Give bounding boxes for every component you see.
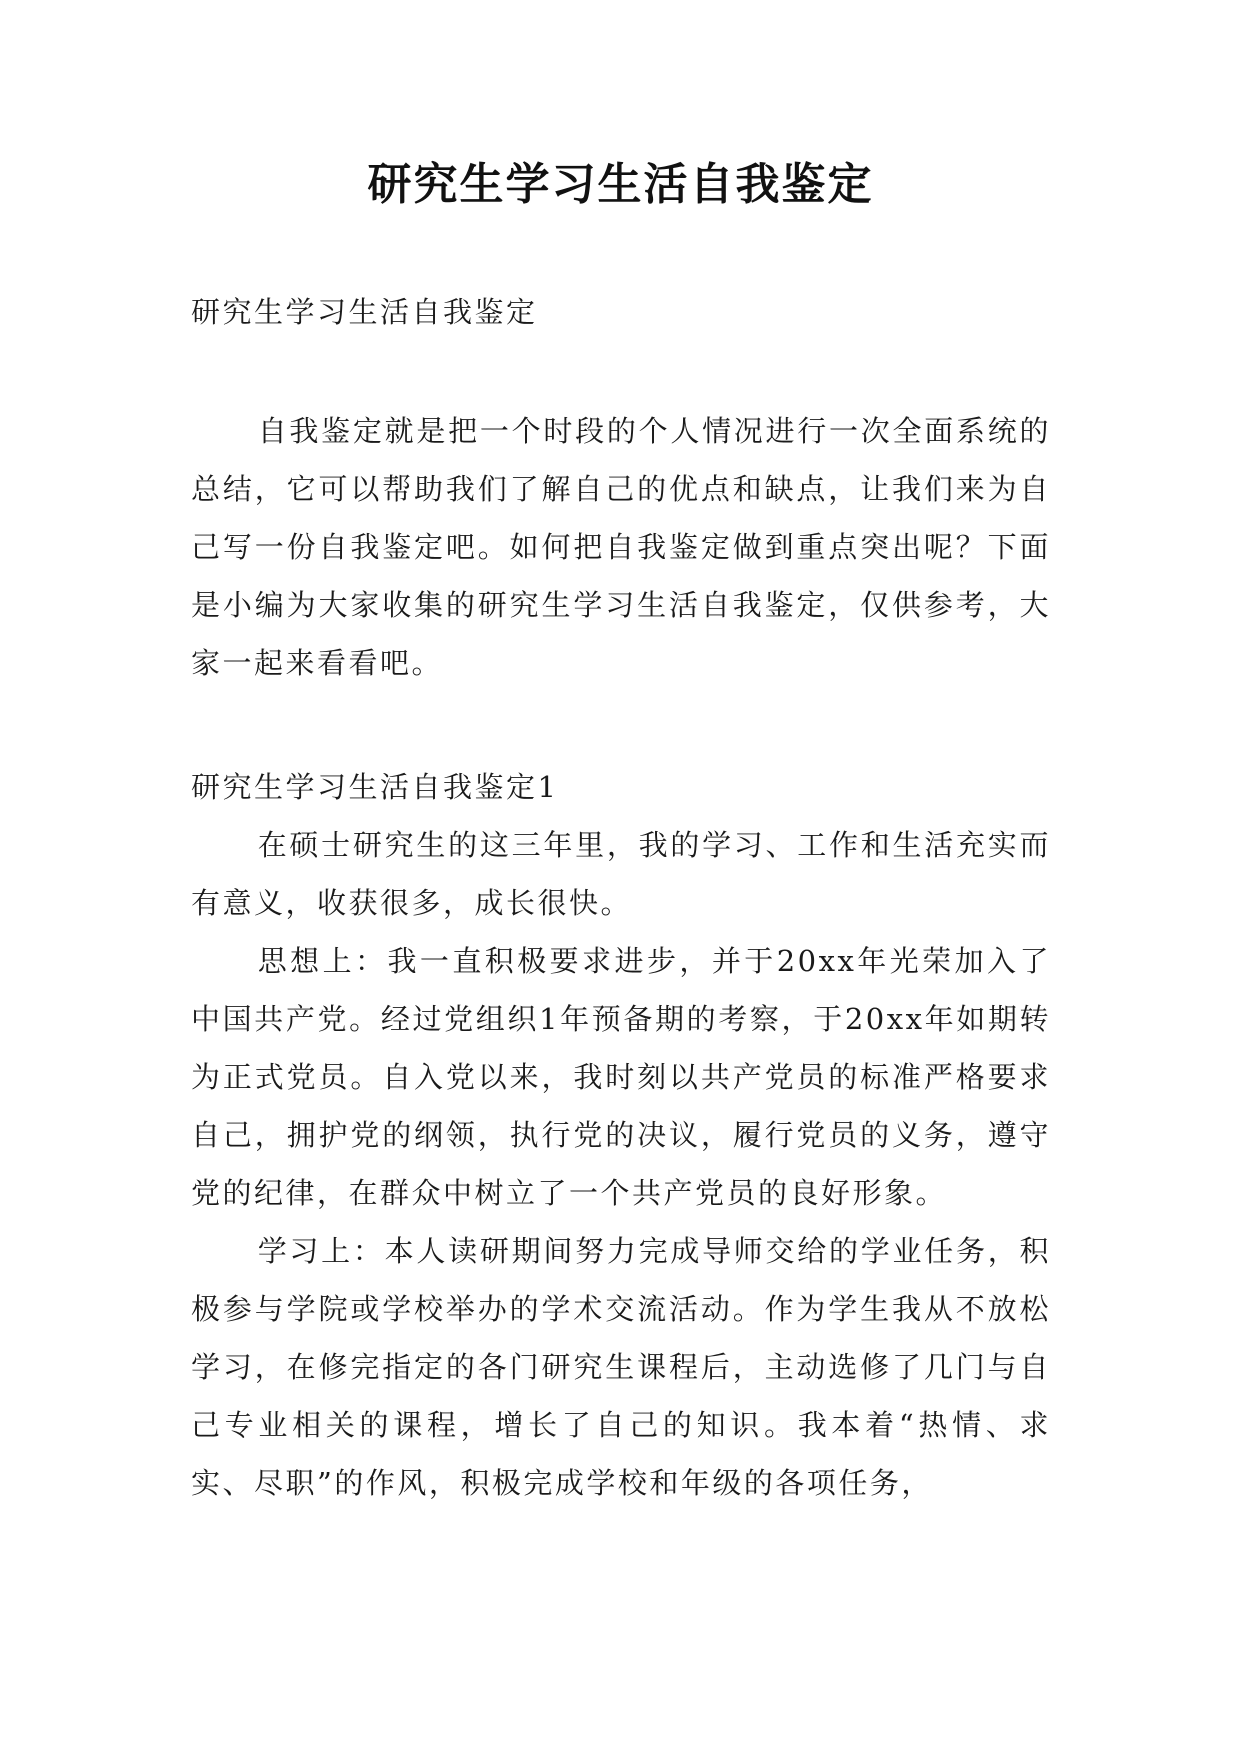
document-subtitle bbox=[191, 283, 1051, 341]
intro-text: 自我鉴定就是把一个时段的个人情况进行一次全面系统的总结，它可以帮助我们了解自己的优点和缺点，让我们来为自己写一份自我鉴定吧。如何把自我鉴定做到重点突出呢？下面是小编为大家收集的研究生学习生活自我鉴定，仅供参考，大家一起来看看吧。 bbox=[191, 414, 1051, 680]
section-heading bbox=[191, 758, 1051, 816]
body-paragraph: 在硕士研究生的这三年里，我的学习、工作和生活充实而有意义，收获很多，成长很快。 bbox=[191, 828, 1051, 920]
intro-paragraph bbox=[191, 402, 1051, 692]
body-paragraph: 学习上：本人读研期间努力完成导师交给的学业任务，积极参与学院或学校举办的学术交流活动。作为学生我从不放松学习，在修完指定的各门研究生课程后，主动选修了几门与自己专业相关的课程，增长了自己的知识。我本着“热情、求实、尽职”的作风，积极完成学校和年级的各项任务， bbox=[191, 1234, 1051, 1500]
section-heading-text: 研究生学习生活自我鉴定1 bbox=[191, 770, 559, 804]
body-paragraph: 思想上：我一直积极要求进步，并于20xx年光荣加入了中国共产党。经过党组织1年预备期的考察，于20xx年如期转为正式党员。自入党以来，我时刻以共产党员的标准严格要求自己，拥护党的纲领，执行党的决议，履行党员的义务，遵守党的纪律，在群众中树立了一个共产党员的良好形象。 bbox=[191, 944, 1051, 1210]
page-title: 研究生学习生活自我鉴定 bbox=[367, 159, 874, 210]
subtitle-text: 研究生学习生活自我鉴定 bbox=[191, 295, 538, 329]
section-body bbox=[191, 816, 1051, 1512]
